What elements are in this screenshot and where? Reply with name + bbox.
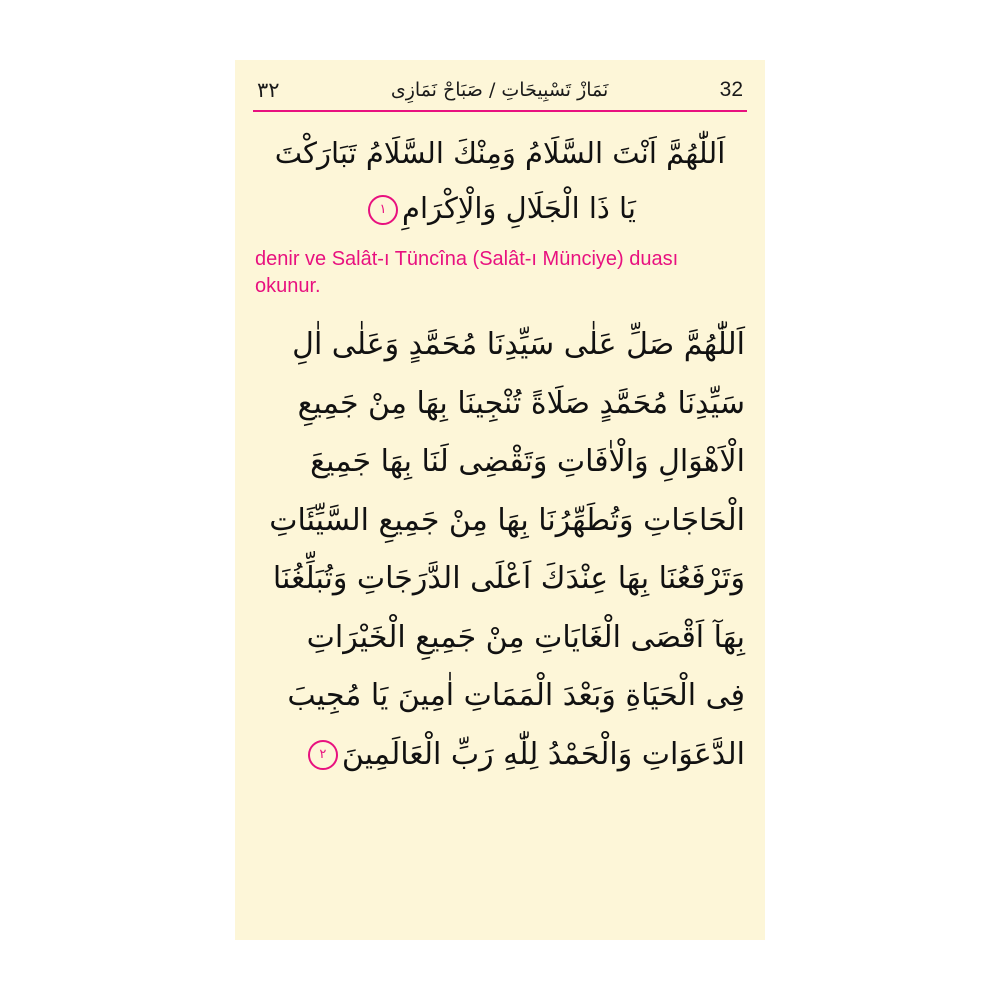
second-prayer-line-8: الدَّعَوَاتِ وَالْحَمْدُ لِلّٰهِ رَبِّ الْعَالَمِينَ bbox=[341, 736, 745, 772]
page-header bbox=[235, 60, 765, 112]
second-prayer-line-5: وَتَرْفَعُنَا بِهَا عِنْدَكَ اَعْلَى الدَّرَجَاتِ وَتُبَلِّغُنَا bbox=[272, 561, 745, 597]
second-prayer-line-8-wrap bbox=[255, 726, 745, 785]
second-prayer-line-6: بِهَآ اَقْصَى الْغَايَاتِ مِنْ جَمِيعِ الْخَيْرَاتِ bbox=[306, 619, 745, 655]
ayah-marker-icon: ١ bbox=[368, 195, 398, 225]
folio-number-latin: 32 bbox=[719, 78, 743, 101]
second-prayer-line-1: اَللّٰهُمَّ صَلِّ عَلٰى سَيِّدِنَا مُحَمَّدٍ وَعَلٰى اٰلِ bbox=[292, 327, 745, 363]
second-prayer-line-4: الْحَاجَاتِ وَتُطَهِّرُنَا بِهَا مِنْ جَمِيعِ السَّيِّئَاتِ bbox=[269, 502, 745, 538]
second-prayer-line-2: سَيِّدِنَا مُحَمَّدٍ صَلَاةً تُنْجِينَا بِهَا مِنْ جَمِيعِ bbox=[297, 385, 745, 421]
ayah-marker-icon: ٢ bbox=[308, 740, 338, 770]
folio-number-arabic: ٣٢ bbox=[257, 78, 280, 102]
turkish-instruction-note: denir ve Salât-ı Tüncîna (Salât-ı Münciye) duası okunur. bbox=[255, 248, 679, 298]
page-body bbox=[235, 112, 765, 784]
book-page bbox=[235, 60, 765, 940]
spacer bbox=[255, 306, 745, 316]
second-prayer-line-7: فِى الْحَيَاةِ وَبَعْدَ الْمَمَاتِ اٰمِينَ يَا مُجِيبَ bbox=[287, 678, 745, 714]
second-prayer-block bbox=[255, 316, 745, 784]
page-header-title: نَمَازْ تَسْبِيحَاتِ / صَبَاحْ نَمَازِى bbox=[390, 79, 609, 101]
first-prayer-line-2-wrap bbox=[255, 181, 745, 236]
first-prayer-line-2: يَا ذَا الْجَلَالِ وَالْاِكْرَامِ bbox=[402, 191, 636, 226]
header-divider bbox=[253, 110, 747, 112]
first-prayer-line-1: اَللّٰهُمَّ اَنْتَ السَّلَامُ وَمِنْكَ السَّلَامُ تَبَارَكْتَ bbox=[274, 136, 726, 170]
first-prayer-block bbox=[255, 126, 745, 236]
second-prayer-line-3: الْاَهْوَالِ وَالْاٰفَاتِ وَتَقْضِى لَنَا بِهَا جَمِيعَ bbox=[310, 444, 745, 480]
